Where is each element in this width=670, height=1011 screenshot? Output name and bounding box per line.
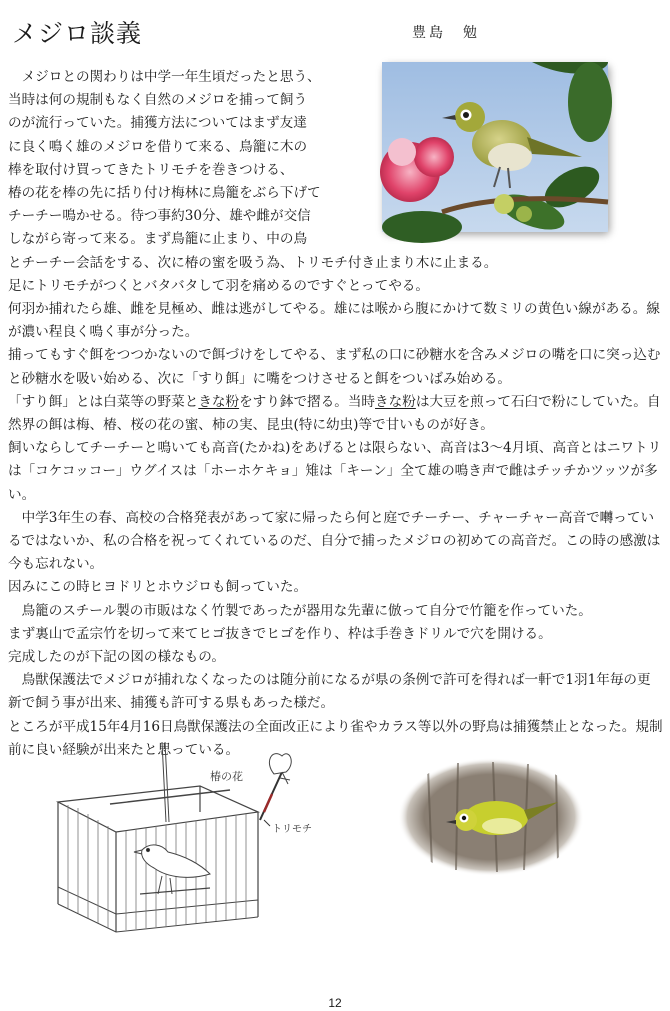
paragraph: 足にトリモチがつくとバタバタして羽を痛めるのですぐとってやる。	[8, 277, 429, 294]
paragraph: 鳥獣保護法でメジロが捕れなくなったのは随分前になるが県の条例で許可を得れば一軒で1羽1年毎の更新で飼う事が出来、捕獲も許可する県もあった様だ。	[8, 672, 651, 712]
camellia-label: 椿の花	[210, 770, 243, 783]
paragraph: とチーチー会話をする、次に椿の蜜を吸う為、トリモチ付き止まり木に止まる。	[8, 254, 498, 271]
paragraph: 因みにこの時ヒヨドリとホウジロも飼っていた。	[8, 579, 308, 596]
paragraph: まず裏山で孟宗竹を切って来てヒゴ抜きでヒゴを作り、枠は手巻きドリルで穴を開ける。	[8, 625, 552, 642]
paragraph: ところが平成15年4月16日鳥獣保護法の全面改正により雀やカラス等以外の野鳥は捕獲禁止となった。規制前に良い経験が出来たと思っている。	[8, 718, 663, 758]
text-line: に良く鳴く雄のメジロを借りて来る、鳥籠に木の	[8, 138, 308, 155]
intro-lines	[8, 89, 374, 251]
text-line: のが流行っていた。捕獲方法についてはまず友達	[8, 115, 307, 132]
text-line: 椿の花を棒の先に括り付け梅林に鳥籠をぶら下げて	[8, 185, 321, 202]
text-span: をすり鉢で摺る。当時	[239, 393, 376, 410]
paragraph: 捕ってもすぐ餌をつつかないので餌づけをしてやる、まず私の口に砂糖水を含みメジロの嘴を口に突っ込むと砂糖水を吸い始める、次に「すり餌」に嘴をつけさせると餌をついばみ始める。	[8, 347, 661, 387]
article-body	[8, 66, 664, 762]
text-span: 「すり餌」とは白菜等の野菜と	[8, 393, 199, 410]
paragraph: 鳥籠のスチール製の市販はなく竹製であったが器用な先輩に倣って自分で竹籠を作っていた。	[21, 602, 592, 619]
paragraph: 何羽か捕れたら雄、雌を見極め、雌は逃がしてやる。雄には喉から腹にかけて数ミリの黄色い線がある。線が濃い程良く鳴く事が分った。	[8, 301, 660, 341]
text-line: 当時は何の規制もなく自然のメジロを捕って飼う	[8, 92, 308, 109]
underlined-term: きな粉	[375, 393, 416, 410]
bird-cage-sketch	[50, 742, 312, 942]
paragraph: 飼いならしてチーチーと鳴いても高音(たかね)をあげるとは限らない、高音は3～4月頃、高音とはニワトリは「コケコッコー」ウグイスは「ホーホケキョ」雉は「キーン」全て雄の鳴き声で雌はチッチかツッツが多い。	[8, 440, 662, 503]
white-eye-on-tree-photo	[398, 758, 584, 876]
page-number: 12	[328, 996, 342, 1010]
paragraph	[8, 391, 664, 437]
paragraph: 完成したのが下記の図の様なもの。	[8, 649, 225, 666]
text-line: チーチー鳴かせる。待つ事約30分、雄や雌が交信	[8, 208, 311, 225]
text-span: は大豆を煎って石臼で粉にしていた。自然界の餌は梅、椿、桜の花の蜜、柿の実、昆虫(特に幼虫)等で甘いものが好き。	[8, 393, 661, 434]
text-line: しながら寄って来る。まず鳥籠に止まり、中の鳥	[8, 231, 308, 248]
text-line: メジロとの関わりは中学一年生頃だったと思う、	[21, 69, 321, 85]
paragraph: 中学3年生の春、高校の合格発表があって家に帰ったら何と庭でチーチー、チャーチャー高音で囀っているではないか、私の合格を祝ってくれているのだ、自分で捕ったメジロの初めての高音だ。この時の感激は今も忘れない。	[8, 509, 661, 573]
author-name: 豊島 勉	[412, 25, 480, 41]
page-title: メジロ談義	[12, 19, 143, 48]
text-line: 棒を取付け買ってきたトリモチを巻きつける、	[8, 161, 294, 178]
underlined-term: きな粉	[198, 393, 240, 410]
birdlime-label: トリモチ	[272, 824, 312, 835]
intro-paragraph	[8, 66, 374, 89]
